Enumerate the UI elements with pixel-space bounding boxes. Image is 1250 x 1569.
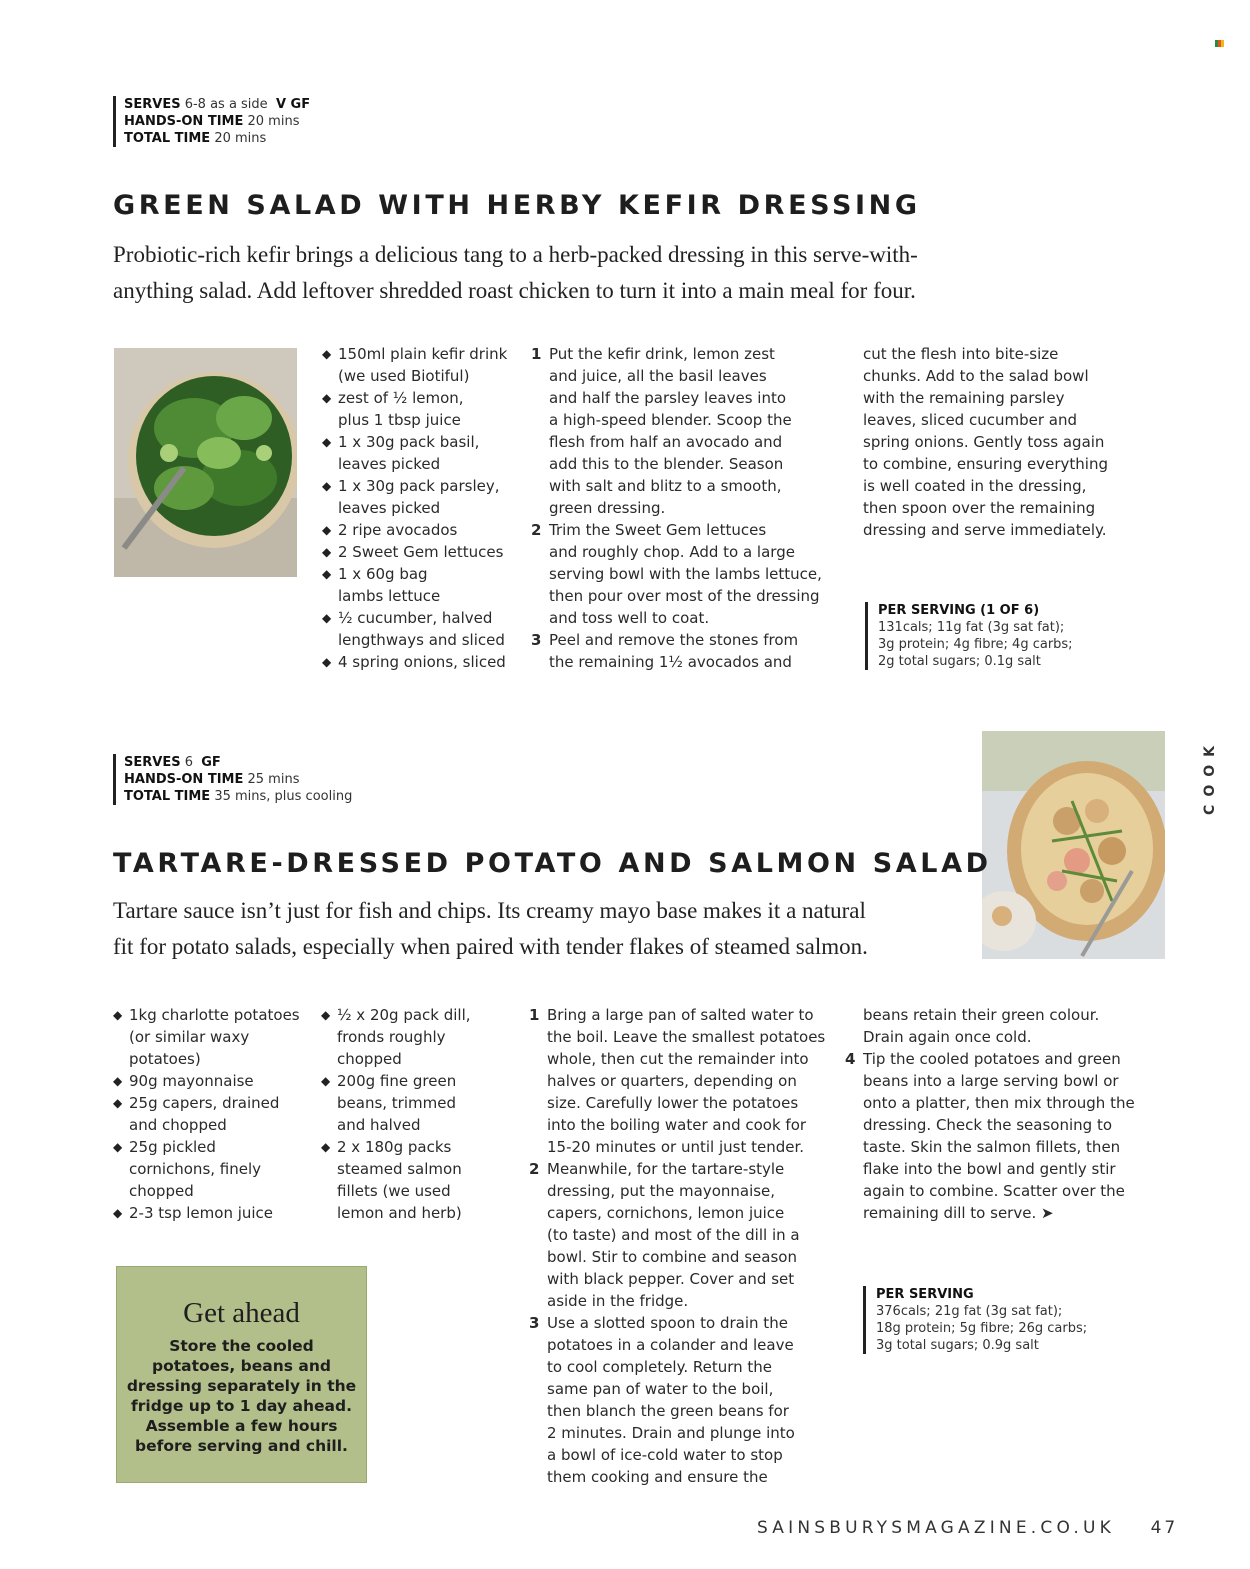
recipe1-method-col2: cut the flesh into bite-size chunks. Add to the salad bowl with the remaining parsley leaves, sliced cucumber and spring onions. Gently toss again to combine, ensuring everything is well coated in the dressing, then spoon over the remaining dressing and serve immediately.	[863, 345, 1108, 539]
footer	[757, 1518, 1178, 1538]
salad-photo	[114, 348, 297, 577]
meta-serves: SERVES 6-8 as a side V GF	[124, 97, 311, 112]
recipe2-ingredients-col2: ◆ ½ x 20g pack dill, fronds roughly chopped ◆ 200g fine green beans, trimmed and halved ◆ 2 x 180g packs steamed salmon fillets (we used lemon and herb)	[321, 1004, 471, 1224]
recipe1-meta	[113, 96, 310, 147]
recipe2-title: TARTARE-DRESSED POTATO AND SALMON SALAD	[113, 848, 992, 879]
page-number: 47	[1150, 1518, 1179, 1538]
meta-serves: SERVES 6 GF	[124, 755, 221, 770]
recipe2-meta	[113, 754, 352, 805]
recipe1-ingredients: ◆ 150ml plain kefir drink (we used Biotiful) ◆ zest of ½ lemon, plus 1 tbsp juice ◆ 1 x 30g pack basil, leaves picked ◆ 1 x 30g pack parsley, leaves picked ◆ 2 ripe avocados ◆ 2 Sweet Gem lettuces ◆ 1 x 60g bag lambs lettuce ◆ ½ cucumber, halved lengthways and sliced ◆ 4 spring onions, sliced	[322, 343, 507, 673]
recipe2-ingredients-col1: ◆ 1kg charlotte potatoes (or similar waxy potatoes) ◆ 90g mayonnaise ◆ 25g capers, drained and chopped ◆ 25g pickled cornichons, finely chopped ◆ 2-3 tsp lemon juice	[113, 1004, 300, 1224]
recipe2-method-col2: beans retain their green colour. Drain again once cold. 4 Tip the cooled potatoes and green beans into a large serving bowl or onto a platter, then mix through the dressing. Check the seasoning to taste. Skin the salmon fillets, then flake into the bowl and gently stir again to combine. Scatter over the remaining dill to serve. ➤	[845, 1006, 1135, 1222]
meta-hands-on: HANDS-ON TIME 25 mins	[124, 772, 300, 787]
recipe1-nutrition: PER SERVING (1 OF 6) 131cals; 11g fat (3g sat fat); 3g protein; 4g fibre; 4g carbs; 2g total sugars; 0.1g salt	[865, 602, 1073, 670]
get-ahead-box	[116, 1266, 367, 1483]
footer-site: SAINSBURYSMAGAZINE.CO.UK	[757, 1518, 1115, 1538]
meta-total: TOTAL TIME 35 mins, plus cooling	[124, 789, 353, 804]
potato-salmon-photo	[982, 731, 1165, 959]
meta-hands-on: HANDS-ON TIME 20 mins	[124, 114, 300, 129]
meta-total: TOTAL TIME 20 mins	[124, 131, 267, 146]
recipe2-method-col1: 1 Bring a large pan of salted water to the boil. Leave the smallest potatoes whole, then cut the remainder into halves or quarters, depending on size. Carefully lower the potatoes into the boiling water and cook for 15-20 minutes or until just tender. 2 Meanwhile, for the tartare-style dressing, put the mayonnaise, capers, cornichons, lemon juice (to taste) and most of the dill in a bowl. Stir to combine and season with black pepper. Cover and set aside in the fridge. 3 Use a slotted spoon to drain the potatoes in a colander and leave to cool completely. Return the same pan of water to the boil, then blanch the green beans for 2 minutes. Drain and plunge into a bowl of ice-cold water to stop them cooking and ensure the	[529, 1006, 826, 1486]
recipe1-title: GREEN SALAD WITH HERBY KEFIR DRESSING	[113, 190, 921, 221]
section-tab-cook: COOK	[1202, 738, 1218, 815]
recipe2-intro: Tartare sauce isn’t just for fish and chips. Its creamy mayo base makes it a natural fit for potato salads, especially when paired with tender flakes of steamed salmon.	[113, 898, 868, 959]
recipe2-nutrition: PER SERVING 376cals; 21g fat (3g sat fat); 18g protein; 5g fibre; 26g carbs; 3g total sugars; 0.9g salt	[863, 1286, 1087, 1354]
salad-bowl-image	[114, 348, 297, 577]
get-ahead-heading: Get ahead	[183, 1297, 300, 1329]
potato-salad-image	[982, 731, 1165, 959]
brand-mark-icon	[1215, 32, 1224, 39]
recipe1-intro: Probiotic-rich kefir brings a delicious tang to a herb-packed dressing in this serve-with- anything salad. Add leftover shredded roast chicken to turn it into a main meal for four.	[113, 242, 918, 303]
recipe1-method-col1: 1 Put the kefir drink, lemon zest and juice, all the basil leaves and half the parsley leaves into a high-speed blender. Scoop the flesh from half an avocado and add this to the blender. Season with salt and blitz to a smooth, green dressing. 2 Trim the Sweet Gem lettuces and roughly chop. Add to a large serving bowl with the lambs lettuce, then pour over most of the dressing and toss well to coat. 3 Peel and remove the stones from the remaining 1½ avocados and	[531, 345, 822, 671]
get-ahead-body: Store the cooled potatoes, beans and dressing separately in the fridge up to 1 day ahead. Assemble a few hours before serving and chill.	[126, 1337, 357, 1455]
